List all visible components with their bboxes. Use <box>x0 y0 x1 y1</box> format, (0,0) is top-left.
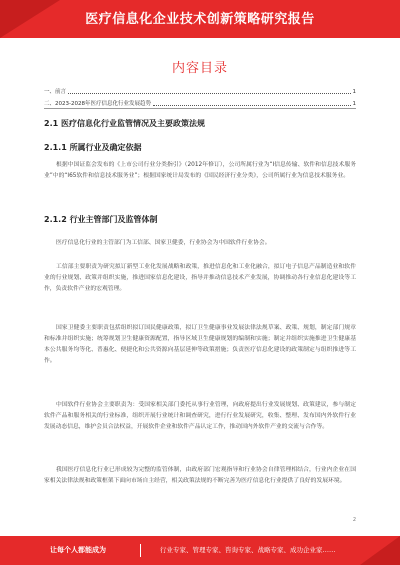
page-header <box>0 0 400 38</box>
report-title: 医疗信息化企业技术创新策略研究报告 <box>85 12 315 27</box>
paragraph: 医疗信息化行业的主管部门为工信部、国家卫健委，行业协会为中国软件行业协会。 <box>56 240 271 246</box>
toc-divider <box>44 108 356 109</box>
footer-slogan: 让每个人都能成为 <box>50 546 106 554</box>
toc-item-page: 1 <box>352 101 356 107</box>
toc-leader-dots <box>153 105 351 106</box>
paragraph: 国家卫健委主要职责包括组织拟订国民健康政策，拟订卫生健康事业发展法律法规草案、政策、规划，制定部门规章和标准并组织实施；统筹规划卫生健康资源配置，指导区域卫生健康规划的编制和实施；制定并组织实施推进卫生健康基本公共服务均等化、普惠化、便捷化和公共资源向基层延伸等政策措施；负责医疗信息化建设的政策制定与组织推进等工作。 <box>44 325 356 364</box>
paragraph: 我国医疗信息化行业已形成较为完整的监管体制，由政府部门宏观指导和行业协会自律管理相结合，行业内企业在国家相关法律法规和政策框架下面向市场自主经营，相关政策法规的不断完善为医疗信息化行业提供了良好的发展环境。 <box>44 467 356 484</box>
toc-item[interactable] <box>44 86 356 95</box>
paragraph: 工信部主要职责为研究拟订新型工业化发展战略和政策，推进信息化和工业化融合，拟订电子信息产品制造业和软件业的行业规划、政策并组织实施，推进国家信息化建设，指导并推动信息技术产业发展，协调推动各行业信息化建设等工作，负责软件产业的宏观管理。 <box>44 264 356 292</box>
paragraph: 中国软件行业协会主要职责为：受国家相关部门委托从事行业管理，向政府提出行业发展规划、政策建议，参与制定软件产品和服务相关的行业标准，组织开展行业统计和调查研究，进行行业发展研究，收集、整理、发布国内外软件行业发展动态信息，维护会员合法权益，开展软件企业和软件产品认定工作，推动国内外软件产业的交流与合作等。 <box>44 402 356 430</box>
toc-item-label: 一、前言 <box>44 89 67 95</box>
subsection-heading: 2.1.1 所属行业及确定依据 <box>44 143 142 152</box>
toc-title: 内容目录 <box>171 61 228 76</box>
footer-divider <box>140 544 141 557</box>
toc-leader-dots <box>68 93 350 94</box>
footer-accent-stripe <box>360 536 400 565</box>
section-heading: 2.1 医疗信息化行业监管情况及主要政策法规 <box>44 119 205 128</box>
footer-tagline: 行业专家、管理专家、咨询专家、战略专家、成功企业家…… <box>160 546 336 554</box>
page-footer <box>0 536 400 565</box>
page-number: 2 <box>352 517 356 523</box>
toc-item-label: 二、2023-2028年医疗信息化行业发展趋势 <box>44 101 151 107</box>
toc-item-page: 1 <box>352 89 356 95</box>
paragraph: 根据中国证监会发布的《上市公司行业分类指引》（2012年修订），公司所属行业为“I信息传输、软件和信息技术服务业”中的“I65软件和信息技术服务业”；根据国家统计局发布的《国民经济行业分类》，公司所属行业为信息技术服务业。 <box>44 162 356 179</box>
toc-item[interactable] <box>44 98 356 107</box>
subsection-heading: 2.1.2 行业主管部门及监管体制 <box>44 215 158 224</box>
table-of-contents <box>44 86 356 110</box>
